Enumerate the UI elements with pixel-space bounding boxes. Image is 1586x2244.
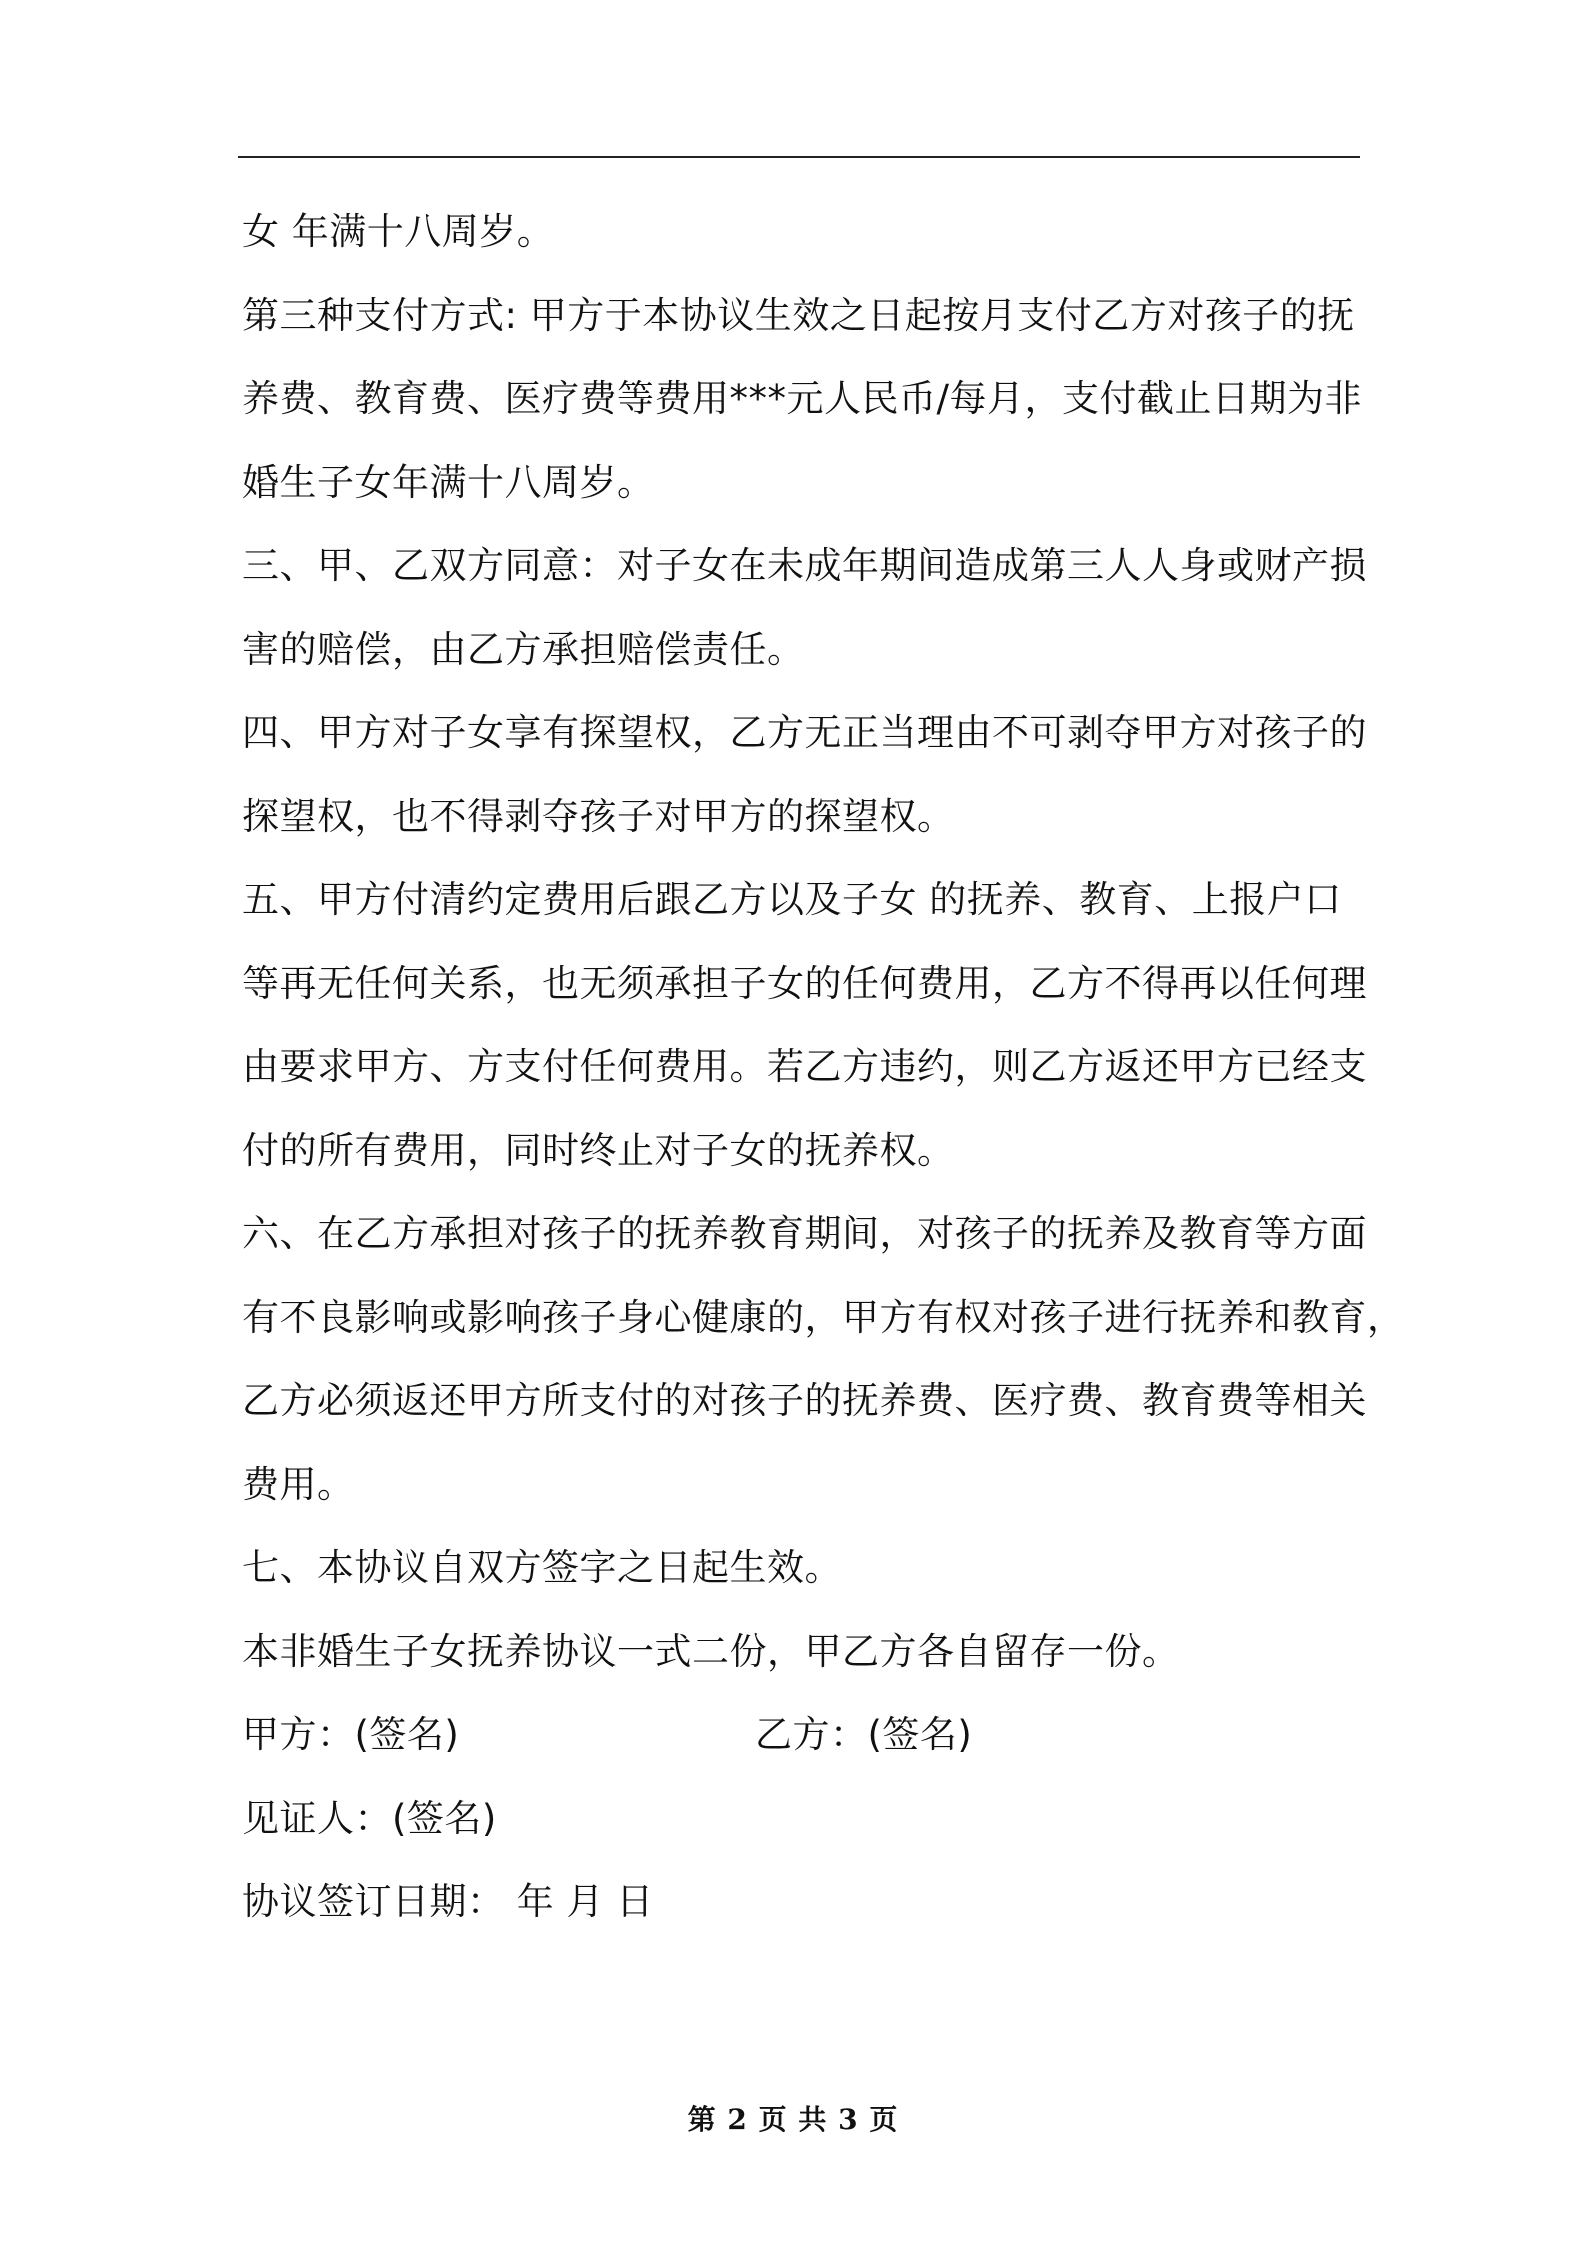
paragraph-line: 由要求甲方、方支付任何费用。若乙方违约，则乙方返还甲方已经支 — [242, 1045, 1367, 1088]
paragraph-line: 探望权，也不得剥夺孩子对甲方的探望权。 — [242, 794, 955, 838]
paragraph-line: 六、在乙方承担对孩子的抚养教育期间，对孩子的抚养及教育等方面 — [242, 1212, 1367, 1255]
page-number: 第 2 页 共 3 页 — [687, 2103, 899, 2136]
header-rule — [238, 156, 1360, 158]
paragraph-line: 四、甲方对子女享有探望权，乙方无正当理由不可剥夺甲方对孩子的 — [242, 711, 1367, 754]
party-b-signature: 乙方：(签名) — [755, 1713, 973, 1756]
paragraph-line: 乙方必须返还甲方所支付的对孩子的抚养费、医疗费、教育费等相关 — [242, 1379, 1367, 1422]
paragraph-line: 养费、教育费、医疗费等费用***元人民币/每月，支付截止日期为非 — [242, 377, 1362, 420]
paragraph-line: 本非婚生子女抚养协议一式二份，甲乙方各自留存一份。 — [242, 1629, 1180, 1673]
signature-row — [242, 1693, 1382, 1777]
paragraph-line: 有不良影响或影响孩子身心健康的，甲方有权对孩子进行抚养和教育， — [242, 1295, 1405, 1339]
paragraph-line: 等再无任何关系，也无须承担子女的任何费用，乙方不得再以任何理 — [242, 961, 1367, 1005]
paragraph-line: 五、甲方付清约定费用后跟乙方以及子女 的抚养、教育、上报户口 — [242, 878, 1342, 921]
paragraph-line: 女 年满十八周岁。 — [242, 210, 555, 253]
paragraph-line: 婚生子女年满十八周岁。 — [242, 460, 655, 504]
party-a-signature: 甲方：(签名) — [242, 1713, 460, 1756]
paragraph-line: 付的所有费用，同时终止对子女的抚养权。 — [242, 1128, 955, 1172]
paragraph-line: 七、本协议自双方签字之日起生效。 — [242, 1546, 842, 1589]
document-body — [242, 190, 1405, 1944]
paragraph-line: 三、甲、乙双方同意：对子女在未成年期间造成第三人人身或财产损 — [242, 544, 1367, 587]
paragraph-line: 害的赔偿，由乙方承担赔偿责任。 — [242, 627, 805, 671]
paragraph-line: 第三种支付方式: 甲方于本协议生效之日起按月支付乙方对孩子的抚 — [242, 293, 1355, 337]
signing-date: 协议签订日期： 年 月 日 — [242, 1880, 654, 1923]
witness-signature: 见证人：(签名) — [242, 1796, 497, 1840]
paragraph-line: 费用。 — [242, 1462, 355, 1506]
